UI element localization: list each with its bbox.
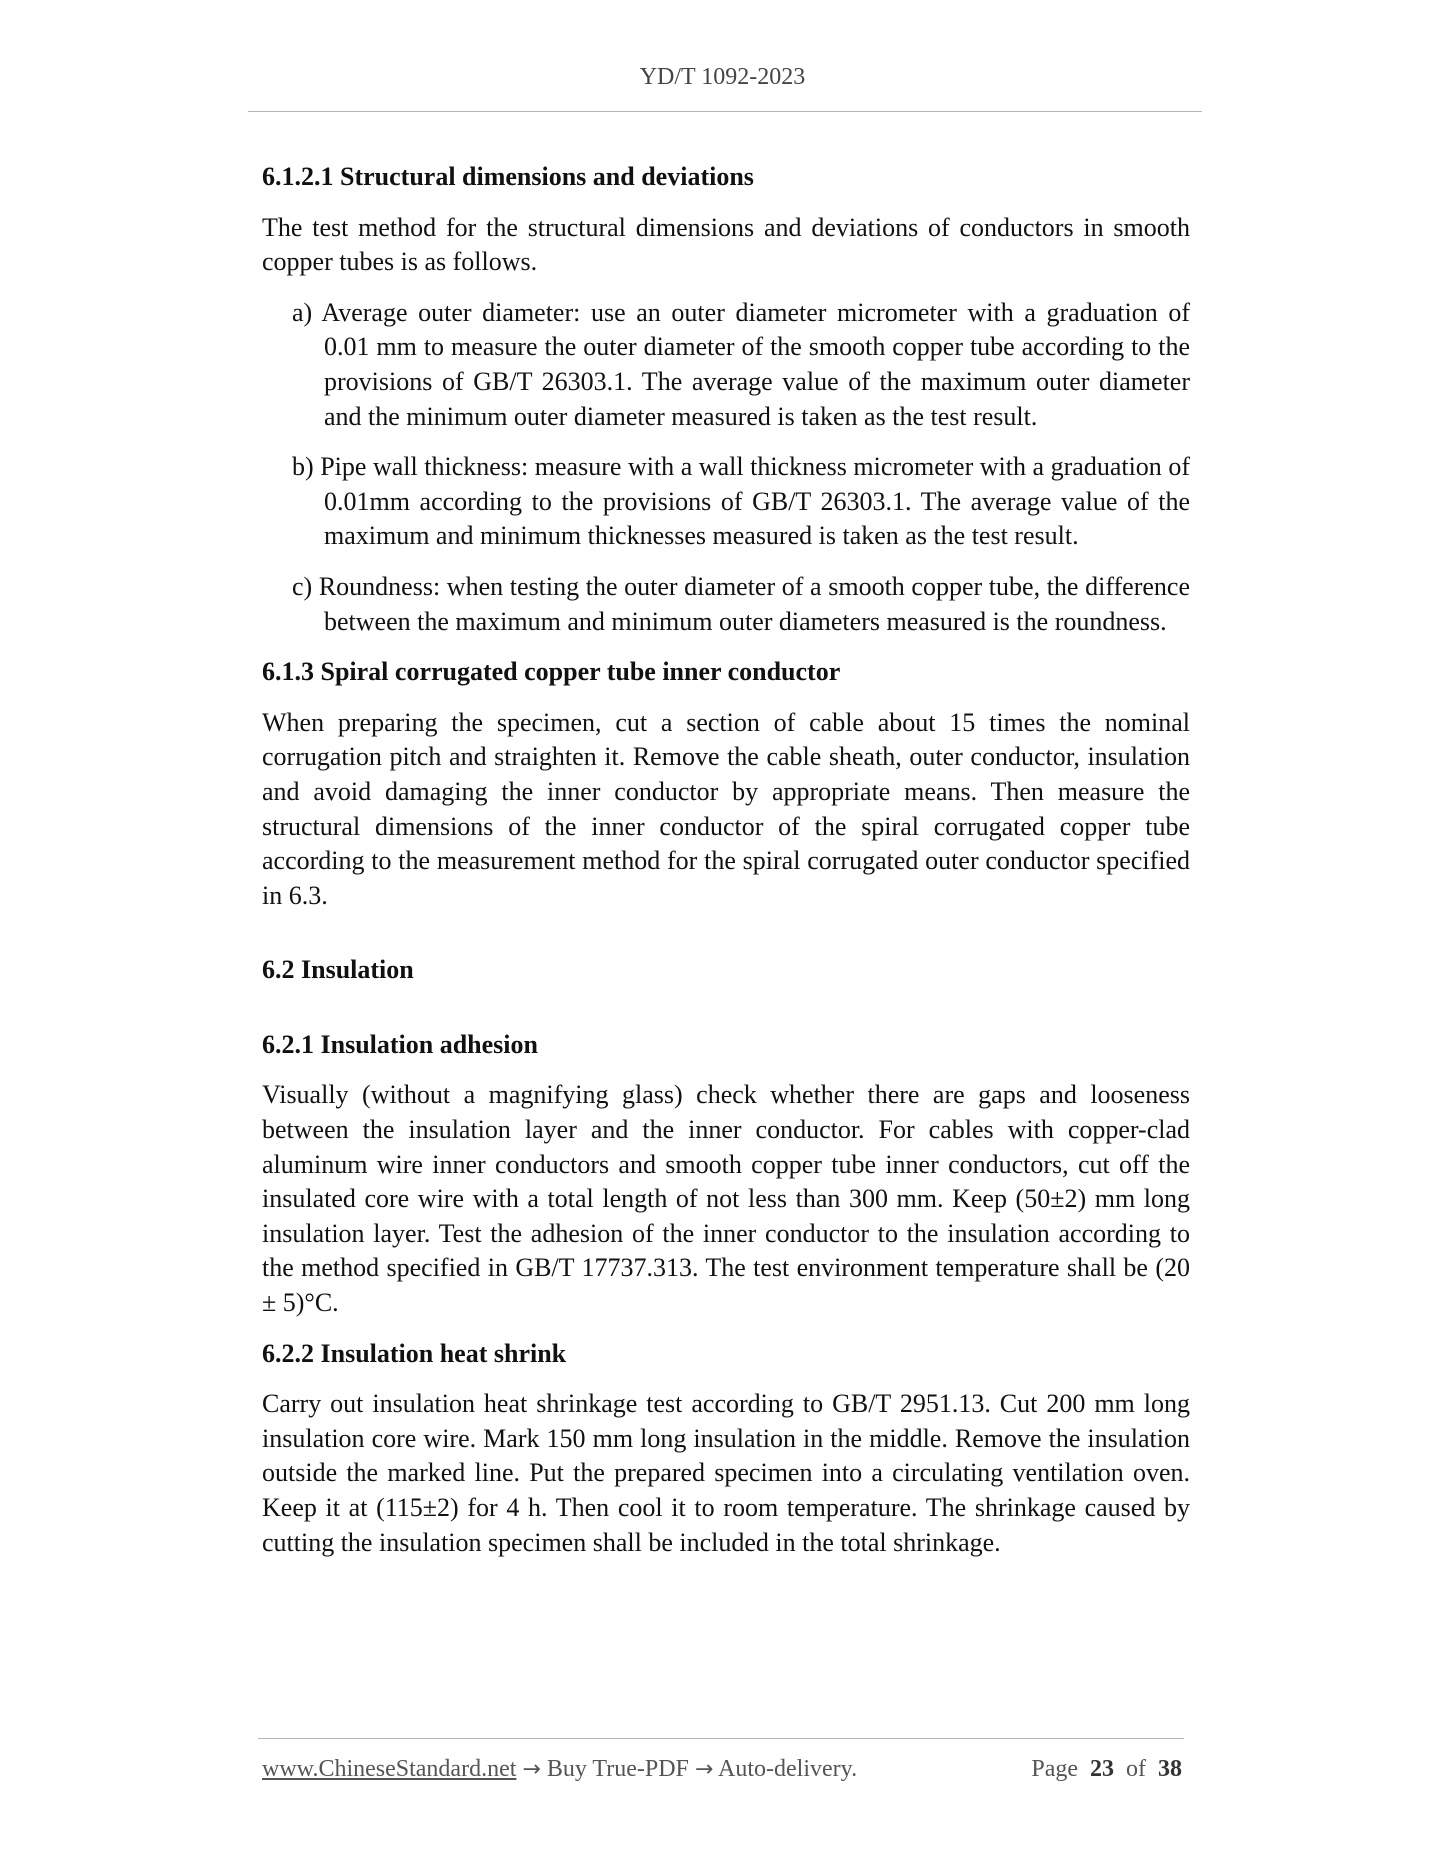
paragraph-6-1-3: When preparing the specimen, cut a section of cable about 15 times the nominal corrugation pitch and straighten it. Remove the cable sheath, outer conductor, insulation and avoid damaging the inner conductor by appropriate means. Then measure the structural dimensions of the inner conductor of the spiral corrugated copper tube according to the measurement method for the spiral corrugated outer conductor specified in 6.3. (262, 707, 1190, 910)
list-item-b: b) Pipe wall thickness: measure with a wall thickness micrometer with a graduation of 0.01mm according to the provisions of GB/T 26303.1. The average value of the maximum and minimum thicknesses measured is taken as the test result. (292, 452, 1190, 551)
heading-6-1-2-1: 6.1.2.1 Structural dimensions and deviations (262, 162, 754, 191)
total-pages-number: 38 (1158, 1756, 1182, 1782)
paragraph-6-2-2: Carry out insulation heat shrinkage test according to GB/T 2951.13. Cut 200 mm long insulation core wire. Mark 150 mm long insulation in the middle. Remove the insulation outside the marked line. Put the prepared specimen into a circulating ventilation oven. Keep it at (115±2) for 4 h. Then cool it to room temperature. The shrinkage caused by cutting the insulation specimen shall be included in the total shrinkage. (262, 1389, 1190, 1557)
heading-6-1-3: 6.1.3 Spiral corrugated copper tube inner conductor (262, 657, 841, 687)
paragraph-6-1-2-1-intro: The test method for the structural dimensions and deviations of conductors in smooth copper tubes is as follows. (262, 212, 1190, 277)
of-label: of (1126, 1756, 1146, 1782)
page-indicator (1031, 1756, 1182, 1783)
current-page-number: 23 (1090, 1756, 1114, 1782)
arrow-right-icon: → (694, 1757, 714, 1782)
arrow-right-icon: → (522, 1757, 541, 1782)
heading-6-2-1: 6.2.1 Insulation adhesion (262, 1029, 538, 1059)
buy-pdf-text: Buy True-PDF (546, 1756, 689, 1782)
page-label: Page (1031, 1756, 1078, 1782)
paragraph-6-2-1: Visually (without a magnifying glass) check whether there are gaps and looseness between the insulation layer and the inner conductor. For cables with copper-clad aluminum wire inner conductors and smooth copper tube inner conductors, cut off the insulated core wire with a total length of not less than 300 mm. Keep (50±2) mm long insulation layer. Test the adhesion of the inner conductor to the insulation according to the method specified in GB/T 17737.313. The test environment temperature shall be (20 ± 5)°C. (262, 1080, 1190, 1318)
heading-6-2: 6.2 Insulation (262, 955, 414, 985)
heading-6-2-2: 6.2.2 Insulation heat shrink (262, 1338, 567, 1368)
document-header: YD/T 1092-2023 (639, 64, 806, 90)
list-item-c: c) Roundness: when testing the outer diameter of a smooth copper tube, the difference between the maximum and minimum outer diameters measured is the roundness. (292, 571, 1190, 636)
header-divider (248, 111, 1202, 112)
page-content (262, 160, 1190, 1560)
list-item-a: a) Average outer diameter: use an outer diameter micrometer with a graduation of 0.01 mm to measure the outer diameter of the smooth copper tube according to the provisions of GB/T 26303.1. The average value of the maximum outer diameter and the minimum outer diameter measured is taken as the test result. (292, 297, 1190, 431)
site-link[interactable]: www.ChineseStandard.net (262, 1756, 517, 1782)
auto-delivery-text: Auto-delivery. (718, 1756, 858, 1782)
footer-divider (258, 1738, 1184, 1739)
footer-promo (262, 1756, 857, 1783)
